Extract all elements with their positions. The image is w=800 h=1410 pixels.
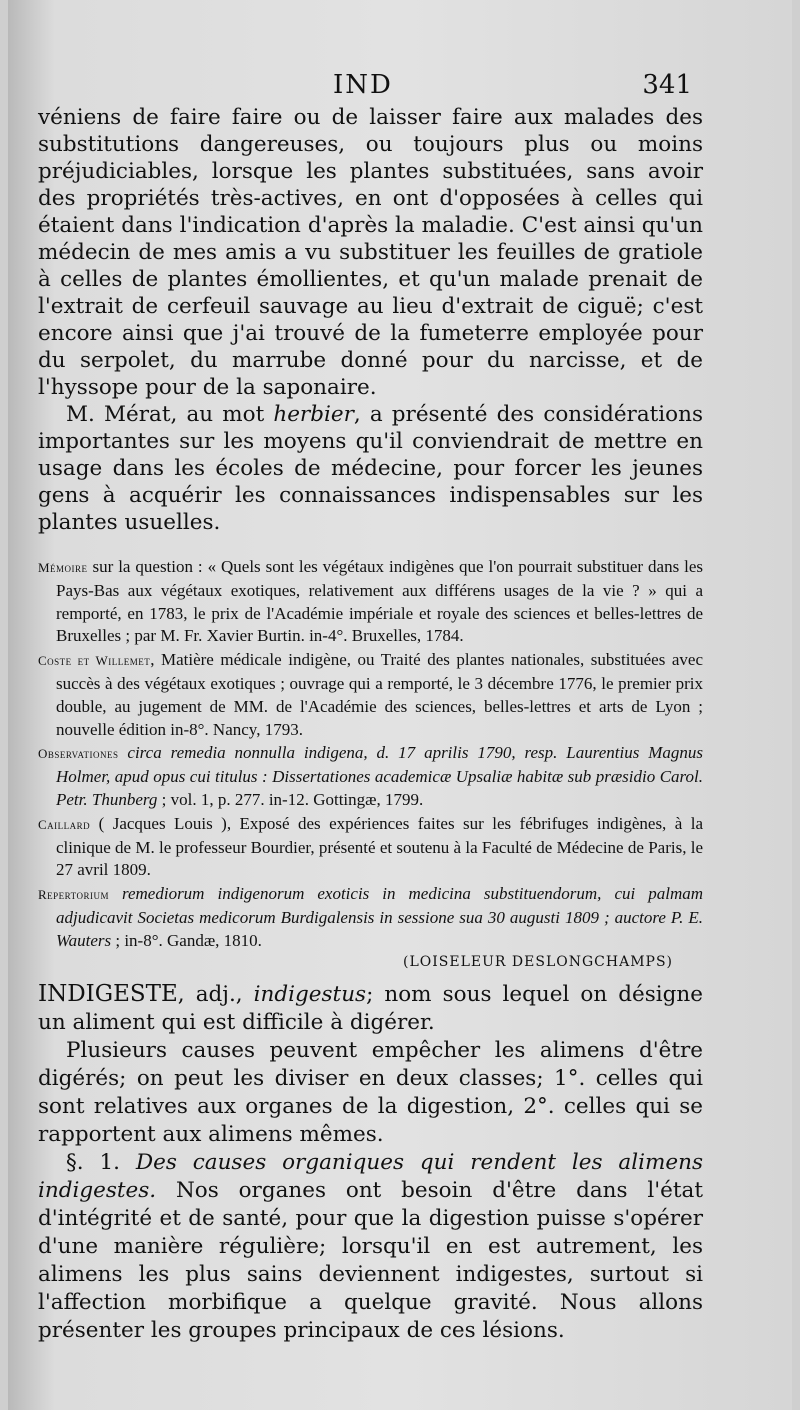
headword: INDIGESTE (38, 980, 178, 1007)
reference-repertorium: Repertorium remediorum indigenorum exoticis in medicina substituendorum, cui palmam adjudicavit Societas medicorum Burdigalensis in sessione sua 30 augusti 1809 ; auctore P. E. Wauters ; in-8°. Gandæ, 1810. (38, 884, 703, 950)
book-page (8, 0, 792, 1410)
reference-coste: Coste et Willemet, Matière médicale indigène, ou Traité des plantes nationales, substituées avec succès à des végétaux exotiques ; ouvrage qui a remporté, le 3 décembre 1776, le premier prix double, au jugement de MM. de l'Académie des sciences, belles-lettres et arts de Lyon ; nouvelle édition in-8°. Nancy, 1793. (38, 650, 703, 739)
entry-indigeste (38, 980, 703, 1345)
paragraph-causes: Plusieurs causes peuvent empêcher les alimens d'être digérés; on peut les diviser en deux classes; 1°. celles qui sont relatives aux organes de la digestion, 2°. celles qui se rapportent aux alimens mêmes. (38, 1037, 703, 1147)
paragraph-merat: M. Mérat, au mot herbier, a présenté des considérations importantes sur les moyens qu'il conviendrait de mettre en usage dans les écoles de médecine, pour forcer les jeunes gens à acquérir les connaissances indispensables sur les plantes usuelles. (38, 402, 703, 535)
reference-memoire: Mémoire sur la question : « Quels sont les végétaux indigènes que l'on pourrait substituer dans les Pays-Bas aux végétaux exotiques, relativement aux différens usages de la vie ? » qui a remporté, en 1783, le prix de l'Académie impériale et royale des sciences et belles-lettres de Bruxelles ; par M. Fr. Xavier Burtin. in-4°. Bruxelles, 1784. (38, 557, 703, 646)
page-body (38, 104, 703, 1345)
section-1: §. 1. Des causes organiques qui rendent les alimens indigestes. Nos organes ont besoin d'être dans l'état d'intégrité et de santé, pour que la digestion puisse s'opérer d'une manière régulière; lorsqu'il en est autrement, les alimens les plus sains deviennent indigestes, surtout si l'affection morbifique a quelque gravité. Nous allons présenter les groupes principaux de ces lésions. (38, 1149, 703, 1343)
page-number: 341 (642, 70, 692, 100)
reference-caillard: Caillard ( Jacques Louis ), Exposé des expériences faites sur les fébrifuges indigènes, à la clinique de M. le professeur Bourdier, présenté et soutenu à la Faculté de Médecine de Paris, le 27 avril 1809. (38, 813, 703, 880)
bibliography (38, 556, 703, 970)
running-title: IND (333, 70, 393, 100)
reference-observationes: Observationes circa remedia nonnulla indigena, d. 17 aprilis 1790, resp. Laurentius Magnus Holmer, apud opus cui titulus : Dissertationes academicæ Upsaliæ habitæ sub præsidio Carol. Petr. Thunberg ; vol. 1, p. 277. in-12. Gottingæ, 1799. (38, 743, 703, 809)
running-header (8, 70, 792, 104)
section-title: Des causes organiques qui rendent les alimens indigestes. (38, 1149, 703, 1203)
entry-definition: INDIGESTE, adj., indigestus; nom sous lequel on désigne un aliment qui est difficile à digérer. (38, 980, 703, 1035)
main-text (38, 104, 703, 536)
author-signature: (LOISELEUR DESLONGCHAMPS) (403, 953, 673, 970)
paragraph-substitutions: véniens de faire faire ou de laisser faire aux malades des substitutions dangereuses, ou toujours plus ou moins préjudiciables, lorsque les plantes substituées, sans avoir des propriétés très-actives, en ont d'opposées à celles qui étaient dans l'indication d'après la maladie. C'est ainsi qu'un médecin de mes amis a vu substituer les feuilles de gratiole à celles de plantes émollientes, et qu'un malade prenait de l'extrait de cerfeuil sauvage au lieu d'extrait de ciguë; c'est encore ainsi que j'ai trouvé de la fumeterre employée pour du serpolet, du marrube donné pour du narcisse, et de l'hyssope pour de la saponaire. (38, 105, 703, 400)
